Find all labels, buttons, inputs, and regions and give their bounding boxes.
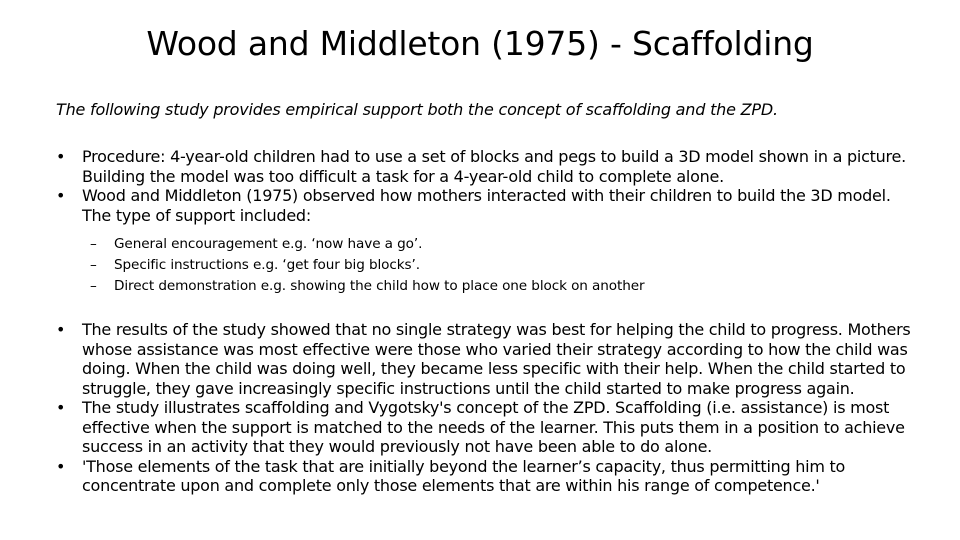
support-type-text: Specific instructions e.g. ‘get four big blocks’. — [114, 257, 420, 273]
support-type-item — [88, 276, 848, 297]
bullet-results — [56, 320, 916, 398]
results-label: results — [115, 320, 168, 339]
support-type-text: General encouragement e.g. ‘now have a go’. — [114, 236, 423, 252]
support-type-item — [88, 255, 848, 276]
slide-title: Wood and Middleton (1975) - Scaffolding — [146, 24, 814, 63]
bullet-illustration — [56, 398, 916, 457]
observation-text: Wood and Middleton (1975) observed how mothers interacted with their children to build the 3D model. The type of support included: — [82, 186, 891, 225]
bullet-list-top — [56, 147, 916, 225]
support-types-list — [88, 234, 848, 297]
results-text: of the study showed that no single strategy was best for helping the child to progress. Mothers whose assistance was most effective were those who varied their strategy according to how the child was doing. When the child was doing well, they became less specific with their help. When the child started to struggle, they gave increasingly specific instructions until the child started to make progress again. — [82, 320, 911, 398]
bullet-icon: • — [56, 320, 66, 339]
bullet-observation — [56, 186, 916, 225]
bullet-icon: • — [56, 147, 66, 166]
bullet-procedure — [56, 147, 916, 186]
intro-text: The following study provides empirical support both the concept of scaffolding and the ZPD. — [56, 100, 778, 119]
bullet-list-bottom — [56, 320, 916, 496]
dash-icon: – — [90, 257, 97, 273]
quote-text: 'Those elements of the task that are initially beyond the learner’s capacity, thus permitting him to concentrate upon and complete only those elements that are within his range of competence.' — [82, 456, 846, 495]
bullet-icon: • — [56, 186, 66, 205]
dash-icon: – — [90, 278, 97, 294]
support-type-text: Direct demonstration e.g. showing the child how to place one block on another — [114, 278, 645, 294]
results-prefix: The — [82, 320, 116, 339]
bullet-quote — [56, 457, 916, 496]
procedure-label: Procedure — [82, 147, 161, 166]
support-type-item — [88, 234, 848, 255]
procedure-text: : 4-year-old children had to use a set of blocks and pegs to build a 3D model shown in a picture. Building the model was too difficult a task for a 4-year-old child to complete alone. — [82, 147, 906, 186]
illustration-text: The study illustrates scaffolding and Vygotsky's concept of the ZPD. Scaffolding (i.e. assistance) is most effective when the support is matched to the needs of the learner. This puts them in a position to achieve success in an activity that they would previously not have been able to do alone. — [82, 398, 905, 456]
bullet-icon: • — [56, 456, 66, 476]
dash-icon: – — [90, 236, 97, 252]
bullet-icon: • — [56, 398, 66, 417]
